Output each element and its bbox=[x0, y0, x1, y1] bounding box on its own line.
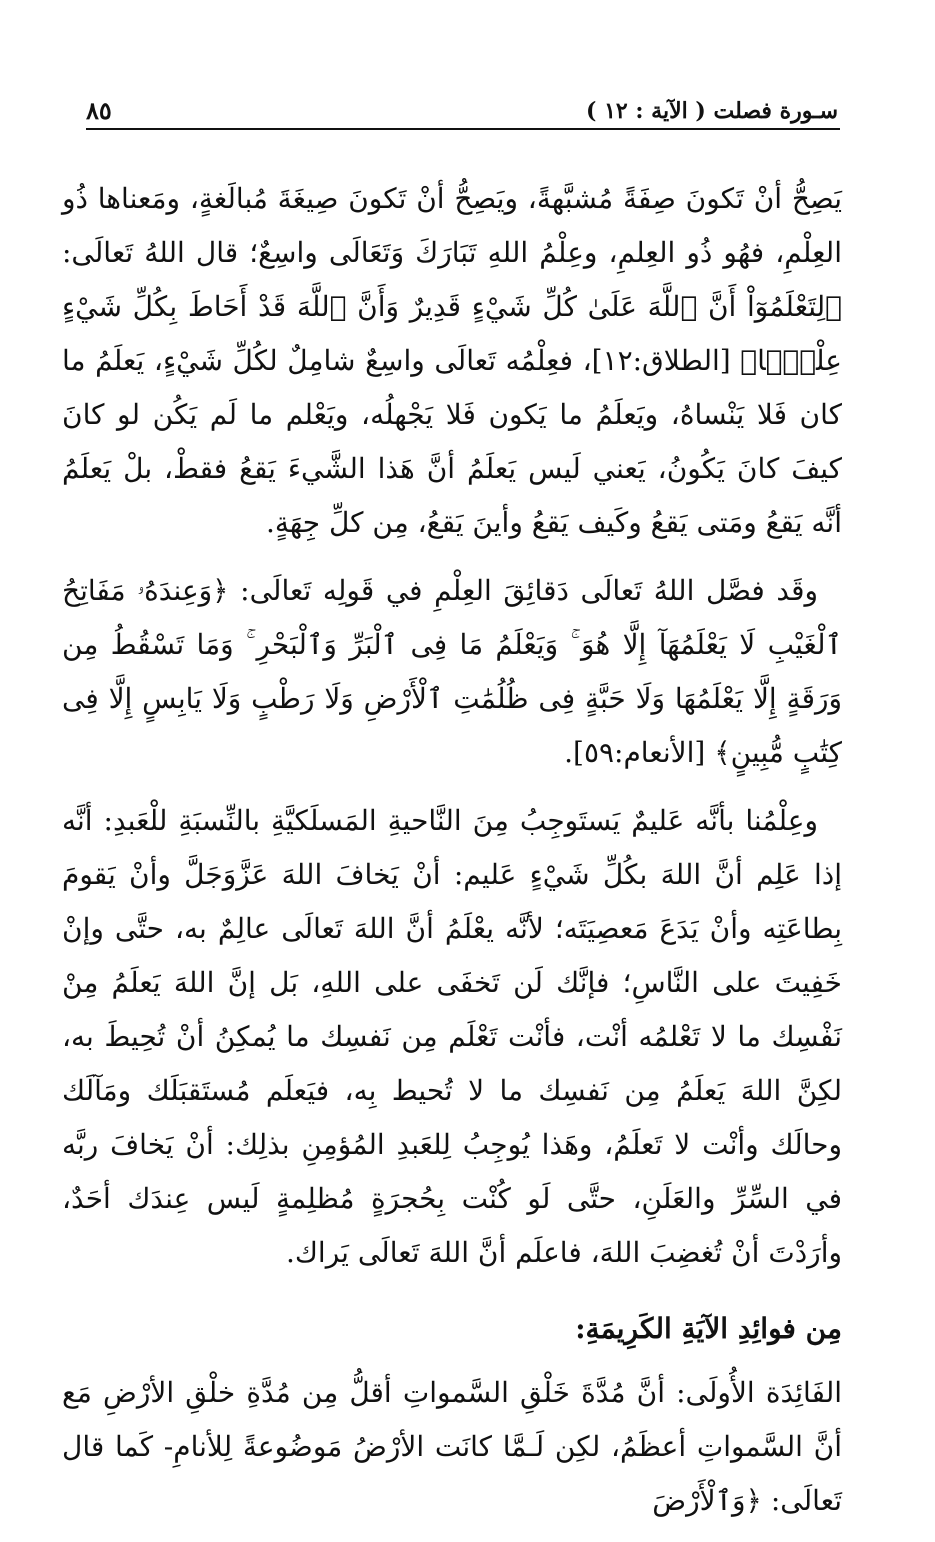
paragraph-knowledge-attribute: يَصِحُّ أنْ تَكونَ صِفَةً مُشبَّهةً، ويَصِحُّ أنْ تَكونَ صِيغَةَ مُبالَغةٍ، ومَعناها ذُو العِلْمِ، فهُو ذُو العِلمِ، وعِلْمُ اللهِ تَبَارَكَ وَتَعَالَى واسِعٌ؛ قال اللهُ تَعالَى: ﴿لِتَعْلَمُوٓاْ أَنَّ ٱللَّهَ عَلَىٰ كُلِّ شَيْءٍ قَدِيرٌ وَأَنَّ ٱللَّهَ قَدْ أَحَاطَ بِكُلِّ شَيْءٍ عِلْمَۢا﴾ [الطلاق:١٢]، فعِلْمُه تَعالَى واسِعٌ شامِلٌ لكُلِّ شَيْءٍ، يَعلَمُ ما كان فَلا يَنْساهُ، ويَعلَمُ ما يَكون فَلا يَجْهلُه، ويَعْلم ما لَم يَكُن لو كانَ كيفَ كانَ يَكُونُ، يَعني لَيس يَعلَمُ أنَّ هَذا الشَّيءَ يَقعُ فقطْ، بلْ يَعلَمُ أنَّه يَقعُ ومَتى يَقعُ وكَيف يَقعُ وأينَ يَقعُ، مِن كلِّ جِهَةٍ. bbox=[62, 182, 843, 539]
paragraph-keys-of-unseen: وقَد فصَّل اللهُ تَعالَى دَقائِقَ العِلْمِ في قَولِه تَعالَى: ﴿وَعِندَهُۥ مَفَاتِحُ ٱلْغَيْبِ لَا يَعْلَمُهَآ إِلَّا هُوَ ۚ وَيَعْلَمُ مَا فِى ٱلْبَرِّ وَٱلْبَحْرِ ۚ وَمَا تَسْقُطُ مِن وَرَقَةٍ إِلَّا يَعْلَمُهَا وَلَا حَبَّةٍ فِى ظُلُمَٰتِ ٱلْأَرْضِ وَلَا رَطْبٍ وَلَا يَابِسٍ إِلَّا فِى كِتَٰبٍ مُّبِينٍ﴾ [الأنعام:٥٩]. bbox=[62, 574, 842, 769]
header-surah-title: سـورة فصلت ( الآية : ١٢ ) bbox=[586, 98, 838, 124]
running-header bbox=[86, 92, 838, 128]
page-body bbox=[62, 172, 842, 1542]
paragraph-first-benefit: الفَائِدَة الأُولَى: أنَّ مُدَّةَ خَلْقِ السَّمواتِ أقلُّ مِن مُدَّةِ خلْقِ الأرْضِ مَع أنَّ السَّمواتِ أعظَمُ، لكِن لَـمَّا كانَت الأرْضُ مَوضُوعةً لِلأنامِ- كَما قال تَعالَى: ﴿وَٱلْأَرْضَ bbox=[62, 1376, 842, 1517]
paragraph-behavioral-implication: وعِلْمُنا بأنَّه عَليمٌ يَستَوجِبُ مِنَ النَّاحيةِ المَسلَكيَّةِ بالنِّسبَةِ للْعَبدِ: أنَّه إذا عَلِم أنَّ اللهَ بكُلِّ شَيْءٍ عَليم: أنْ يَخافَ اللهَ عَزَّوَجَلَّ وأنْ يَقومَ بِطاعَتِه وأنْ يَدَعَ مَعصِيَتَه؛ لأنَّه يعْلَمُ أنَّ اللهَ تَعالَى عالِمٌ به، حتَّى وإنْ خَفِيتَ على النَّاسِ؛ فإنَّك لَن تَخفَى على اللهِ، بَل إنَّ اللهَ يَعلَمُ مِنْ نَفْسِك ما لا تَعْلمُه أنْت، فأنْت تَعْلَم مِن نَفسِك ما يُمكِنُ أنْ تُحِيطَ به، لكِنَّ اللهَ يَعلَمُ مِن نَفسِك ما لا تُحيط بِه، فيَعلَم مُستَقبَلَك ومَآلَك وحالَك وأنْت لا تَعلَمُ، وهَذا يُوجِبُ لِلعَبدِ المُؤمِنِ بذلِك: أنْ يَخافَ ربَّه في السِّرِّ والعَلَنِ، حتَّى لَو كُنْت بِحُجرَةٍ مُظلِمةٍ لَيس عِندَك أحَدٌ، وأرَدْتَ أنْ تُغضِبَ اللهَ، فاعلَم أنَّ اللهَ تَعالَى يَراك. bbox=[62, 804, 842, 1269]
page-number: ٨٥ bbox=[86, 96, 112, 125]
header-divider bbox=[86, 128, 840, 130]
section-heading-benefits: مِن فوائِدِ الآيَةِ الكَرِيمَةِ: bbox=[575, 1312, 842, 1345]
